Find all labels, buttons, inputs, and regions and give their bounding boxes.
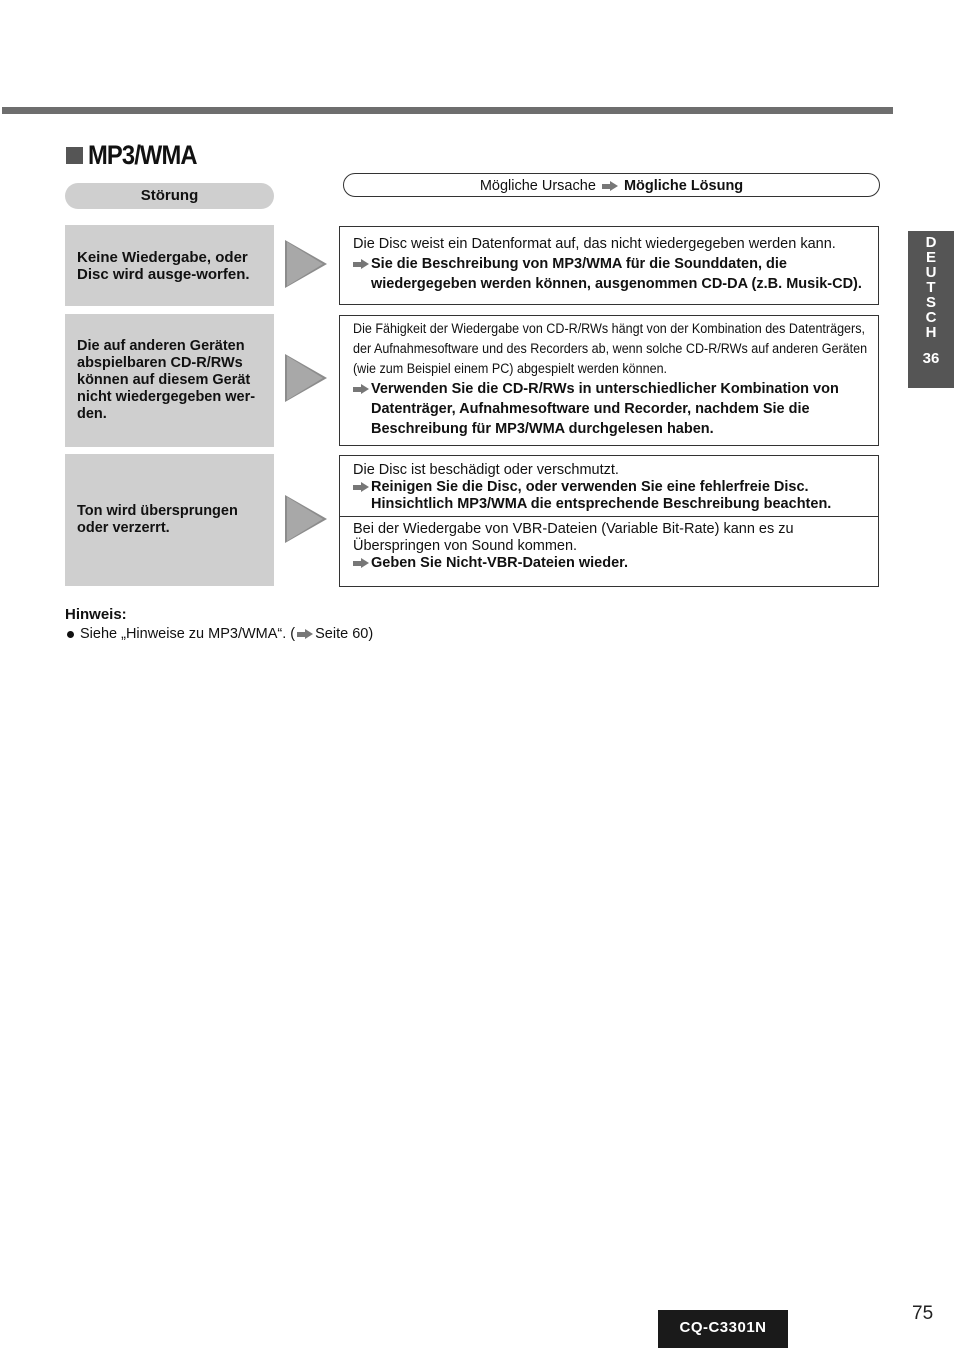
section-title: MP3/WMA [66, 140, 212, 171]
right-arrow-icon [353, 558, 369, 568]
note-title: Hinweis: [65, 606, 127, 623]
solution-box [339, 226, 879, 305]
right-arrow-icon [602, 181, 618, 191]
cause-cell: Die Disc weist ein Datenformat auf, das nicht wiedergegeben werden kann. Sie die Beschreibung von MP3/WMA für die Sounddaten, die wiedergegeben werden können, ausgenommen CD-DA (z.B. Musik-CD). [340, 227, 878, 294]
side-tab-letters: D E U T S C H [925, 234, 937, 341]
language-side-tab [908, 231, 954, 388]
triangle-arrow-icon [285, 354, 327, 402]
right-arrow-icon [297, 629, 313, 639]
problem-cell: Ton wird übersprungen oder verzerrt. [65, 454, 274, 586]
side-tab-number: 36 [922, 350, 940, 367]
right-arrow-icon [353, 384, 369, 394]
solution-box [339, 315, 879, 446]
page-number: 75 [912, 1303, 934, 1324]
solution-text: Reinigen Sie die Disc, oder verwenden Sie eine fehlerfreie Disc. Hinsichtlich MP3/WMA die entsprechende Beschreibung beachten. [353, 479, 866, 513]
problem-cell: Keine Wiedergabe, oder Disc wird ausge-worfen. [65, 225, 274, 306]
solution-text: Geben Sie Nicht-VBR-Dateien wieder. [353, 555, 866, 572]
right-arrow-icon [353, 482, 369, 492]
cause-cell: Die Fähigkeit der Wiedergabe von CD-R/RWs hängt von der Kombination des Datenträgers, der Aufnahmesoftware und des Recorders ab, wenn solche CD-R/RWs auf anderen Geräten (wie zum Beispiel einem PC) abgespielt werden können. Verwenden Sie die CD-R/RWs in unterschiedlicher Kombination von Datenträger, Aufnahmesoftware und Recorder, nachdem Sie die Beschreibung für MP3/WMA durchgelesen haben. [353, 321, 868, 437]
header-cause-solution: Mögliche Ursache Mögliche Lösung [343, 173, 880, 197]
solution-box [339, 455, 879, 587]
solution-text: Verwenden Sie die CD-R/RWs in unterschiedlicher Kombination von Datenträger, Aufnahmesoftware und Recorder, nachdem Sie die Beschreibung für MP3/WMA durchgelesen haben. [353, 379, 866, 439]
triangle-arrow-icon [285, 495, 327, 543]
model-label: CQ-C3301N [658, 1310, 788, 1348]
square-bullet-icon [66, 147, 83, 164]
solution-text: Sie die Beschreibung von MP3/WMA für die Sounddaten, die wiedergegeben werden können, ausgenommen CD-DA (z.B. Musik-CD). [353, 254, 866, 294]
note-item: Siehe „Hinweise zu MP3/WMA“. ( Seite 60) [67, 626, 373, 642]
top-rule [2, 107, 893, 114]
right-arrow-icon [353, 259, 369, 269]
bullet-icon [67, 631, 74, 638]
header-problem: Störung [65, 183, 274, 209]
cause-cell: Die Disc ist beschädigt oder verschmutzt. Reinigen Sie die Disc, oder verwenden Sie eine fehlerfreie Disc. Hinsichtlich MP3/WMA die entsprechende Beschreibung beachten. [340, 456, 878, 516]
triangle-arrow-icon [285, 240, 327, 288]
problem-cell: Die auf anderen Geräten abspielbaren CD-R/RWs können auf diesem Gerät nicht wiedergegeben wer-den. [65, 314, 274, 447]
cause-cell: Bei der Wiedergabe von VBR-Dateien (Variable Bit-Rate) kann es zu Überspringen von Sound kommen. Geben Sie Nicht-VBR-Dateien wieder. [340, 516, 878, 572]
